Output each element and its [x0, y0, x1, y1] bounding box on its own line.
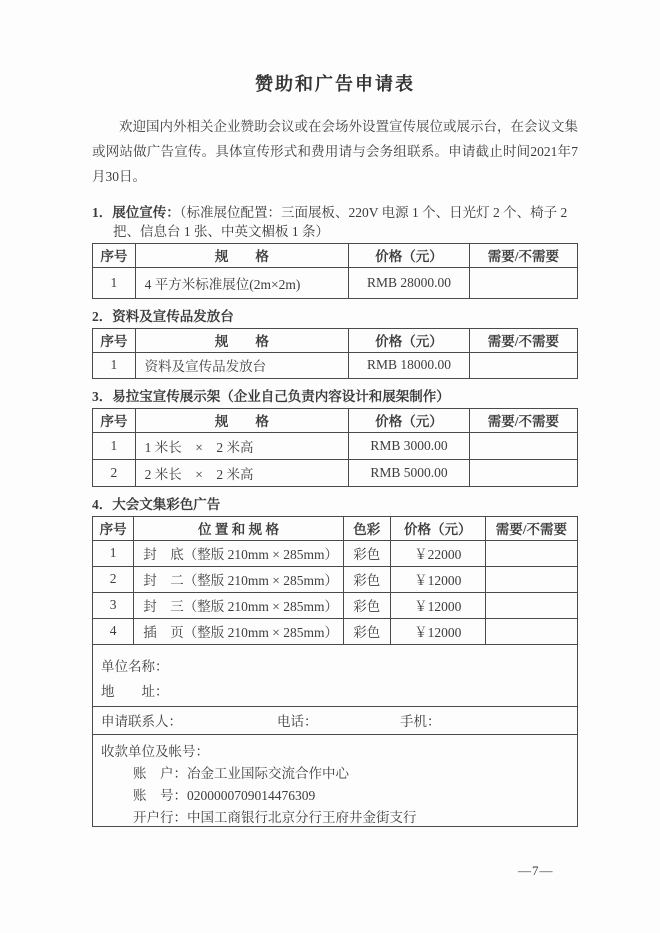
cell-need	[485, 566, 577, 592]
cell-color: 彩色	[343, 540, 390, 566]
cell-need	[469, 432, 577, 459]
header-spec: 规 格	[135, 408, 348, 432]
cell-price: RMB 18000.00	[349, 352, 470, 378]
cell-need	[469, 267, 577, 298]
cell-spec: 封 二（整版 210mm × 285mm）	[134, 566, 344, 592]
page-content	[92, 0, 578, 827]
header-spec: 规 格	[135, 243, 348, 267]
mobile-field: 手机：	[400, 714, 441, 729]
header-need: 需要/不需要	[485, 516, 577, 540]
contact-info-box	[92, 707, 578, 735]
section2-table	[92, 328, 578, 379]
header-serial: 序号	[93, 243, 136, 267]
header-price: 价格（元）	[349, 243, 470, 267]
cell-serial: 1	[93, 540, 134, 566]
cell-need	[485, 618, 577, 644]
intro-paragraph: 欢迎国内外相关企业赞助会议或在会场外设置宣传展位或展示台，在会议文集或网站做广告宣传。具体宣传形式和费用请与会务组联系。申请截止时间2021年7月30日。	[92, 119, 578, 184]
table-row	[93, 352, 578, 378]
cell-serial: 1	[93, 432, 136, 459]
section4-number: 4．	[92, 496, 113, 512]
cell-need	[469, 352, 577, 378]
section1-title: 展位宣传：	[112, 204, 180, 220]
cell-price: ￥12000	[390, 566, 485, 592]
cell-serial: 1	[93, 352, 136, 378]
header-serial: 序号	[93, 328, 136, 352]
section4-title: 大会文集彩色广告	[112, 496, 221, 512]
cell-spec: 1 米长 × 2 米高	[135, 432, 348, 459]
section3-table	[92, 408, 578, 487]
section1-table	[92, 243, 578, 299]
table-row	[93, 432, 578, 459]
section2-title: 资料及宣传品发放台	[112, 308, 234, 324]
header-color: 色彩	[343, 516, 390, 540]
table-row	[93, 618, 578, 644]
cell-price: RMB 5000.00	[349, 459, 470, 486]
header-need: 需要/不需要	[469, 243, 577, 267]
table-row	[93, 459, 578, 486]
account-number-label: 账 号：	[133, 787, 187, 803]
header-serial: 序号	[93, 408, 136, 432]
page-number: —7—	[518, 863, 554, 878]
section4-table	[92, 516, 578, 645]
page-title: 赞助和广告申请表	[255, 74, 415, 94]
cell-serial: 1	[93, 267, 136, 298]
section1-number: 1．	[92, 204, 113, 220]
bank-label: 开户行：	[133, 809, 187, 825]
table-row	[93, 540, 578, 566]
table-header-row	[93, 243, 578, 267]
cell-serial: 4	[93, 618, 134, 644]
cell-price: ￥12000	[390, 592, 485, 618]
section4-heading	[92, 495, 578, 514]
section1-heading	[92, 203, 578, 241]
table-row	[93, 267, 578, 298]
section3-title: 易拉宝宣传展示架（企业自己负责内容设计和展架制作）	[112, 388, 450, 404]
cell-price: RMB 3000.00	[349, 432, 470, 459]
payment-info-box	[92, 735, 578, 827]
account-name-value: 冶金工业国际交流合作中心	[187, 765, 349, 781]
cell-spec: 资料及宣传品发放台	[135, 352, 348, 378]
section2-number: 2．	[92, 308, 113, 324]
cell-spec: 封 三（整版 210mm × 285mm）	[134, 592, 344, 618]
account-number-value: 0200000709014476309	[187, 787, 316, 803]
table-header-row	[93, 516, 578, 540]
table-header-row	[93, 408, 578, 432]
cell-price: ￥12000	[390, 618, 485, 644]
phone-field: 电话：	[277, 714, 318, 729]
section2-heading	[92, 307, 578, 326]
header-serial: 序号	[93, 516, 134, 540]
bank-value: 中国工商银行北京分行王府井金街支行	[187, 809, 417, 825]
cell-spec: 插 页（整版 210mm × 285mm）	[134, 618, 344, 644]
cell-serial: 2	[93, 566, 134, 592]
cell-serial: 2	[93, 459, 136, 486]
cell-need	[485, 540, 577, 566]
cell-serial: 3	[93, 592, 134, 618]
cell-need	[485, 592, 577, 618]
cell-spec: 封 底（整版 210mm × 285mm）	[134, 540, 344, 566]
table-row	[93, 566, 578, 592]
header-need: 需要/不需要	[469, 328, 577, 352]
section3-heading	[92, 387, 578, 406]
unit-name-field: 单位名称：	[101, 658, 169, 674]
payee-heading: 收款单位及帐号：	[101, 743, 209, 759]
cell-spec: 4 平方米标准展位(2m×2m)	[135, 267, 348, 298]
cell-price: ￥22000	[390, 540, 485, 566]
header-spec: 规 格	[135, 328, 348, 352]
header-price: 价格（元）	[349, 408, 470, 432]
header-price: 价格（元）	[390, 516, 485, 540]
cell-color: 彩色	[343, 566, 390, 592]
table-row	[93, 592, 578, 618]
address-field: 地 址：	[101, 683, 169, 699]
cell-need	[469, 459, 577, 486]
table-header-row	[93, 328, 578, 352]
cell-color: 彩色	[343, 592, 390, 618]
cell-price: RMB 28000.00	[349, 267, 470, 298]
section1-desc: （标准展位配置：三面展板、220V 电源 1 个、日光灯 2 个、椅子 2 把、信息台 1 张、中英文楣板 1 条）	[113, 204, 568, 239]
header-price: 价格（元）	[349, 328, 470, 352]
account-name-line	[101, 763, 569, 785]
account-number-line	[101, 785, 569, 807]
cell-spec: 2 米长 × 2 米高	[135, 459, 348, 486]
section3-number: 3．	[92, 388, 113, 404]
header-position-spec: 位 置 和 规 格	[134, 516, 344, 540]
header-need: 需要/不需要	[469, 408, 577, 432]
cell-color: 彩色	[343, 618, 390, 644]
bank-line	[101, 807, 569, 829]
contact-person-field: 申请联系人：	[101, 714, 182, 729]
applicant-info-box	[92, 645, 578, 707]
account-name-label: 账 户：	[133, 765, 187, 781]
